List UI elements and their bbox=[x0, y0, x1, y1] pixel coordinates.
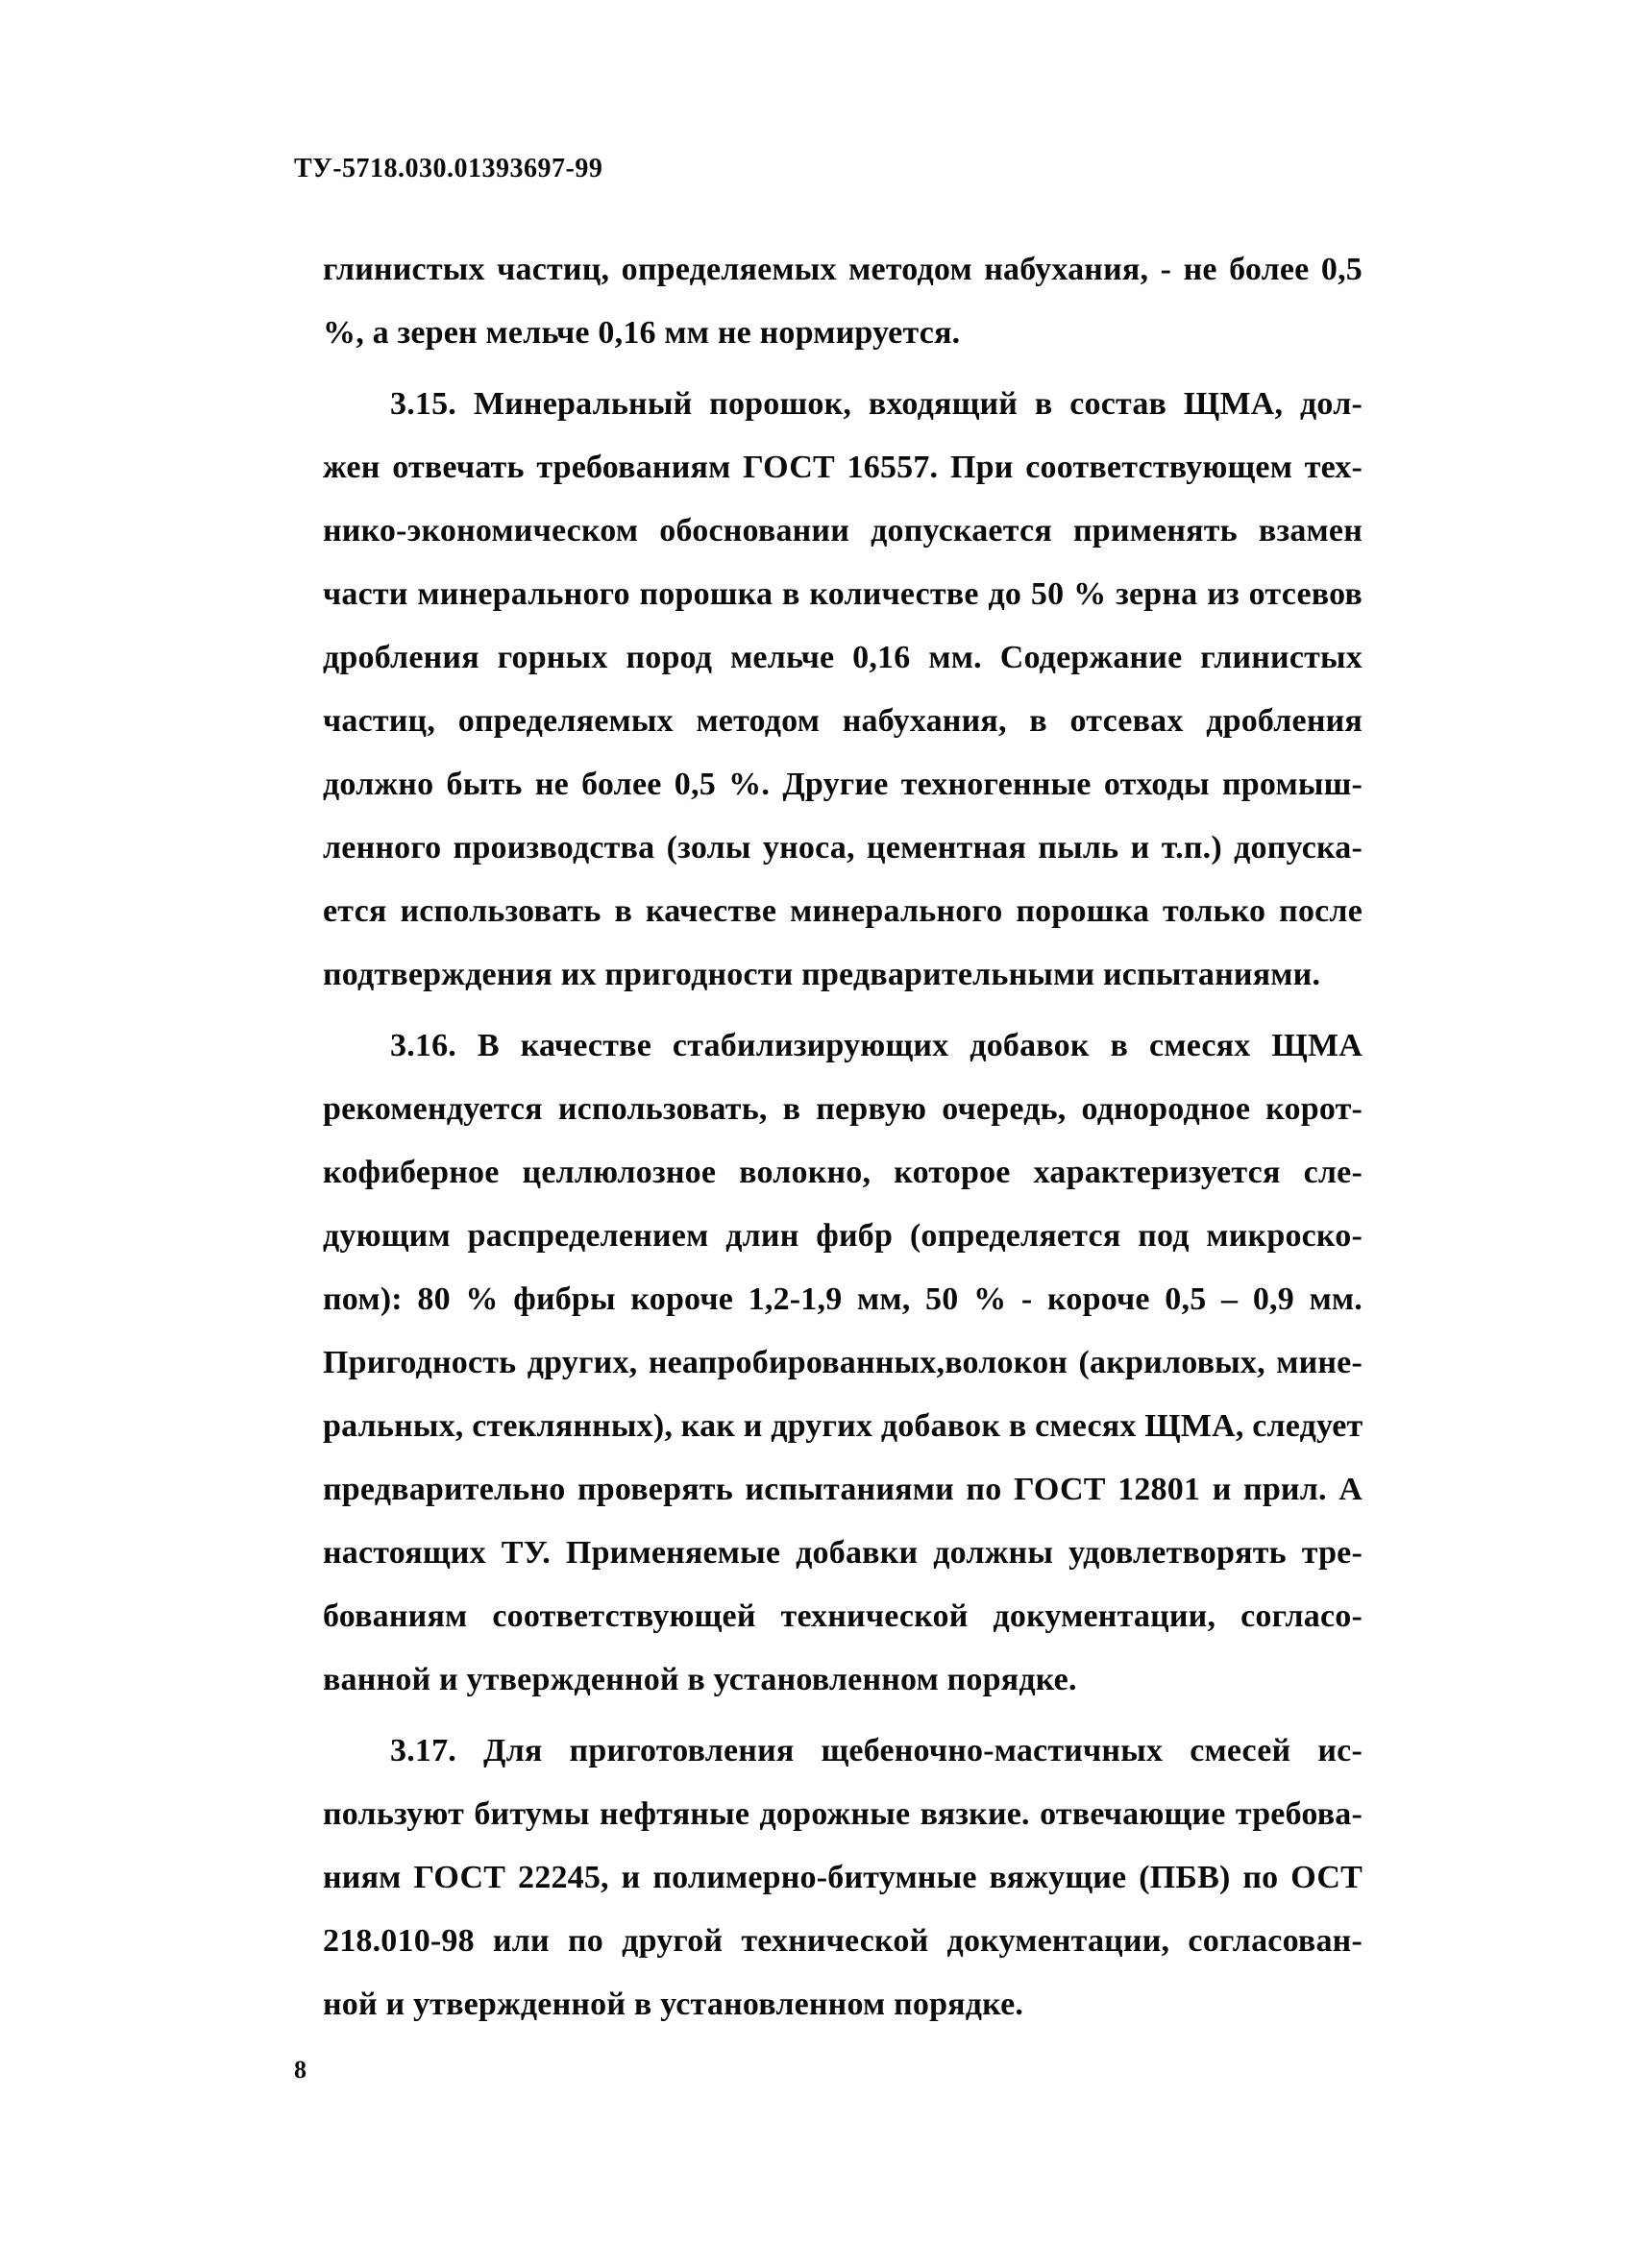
text-line: ниям ГОСТ 22245, и полимерно-битумные вяжущие (ПБВ) по ОСТ bbox=[323, 1860, 1363, 1895]
text-line: пом): 80 % фибры короче 1,2-1,9 мм, 50 % - короче 0,5 – 0,9 мм. bbox=[323, 1281, 1363, 1317]
clause-3-15-first-line: 3.15. Минеральный порошок, входящий в состав ЩМА, дол- bbox=[390, 386, 1363, 422]
text-line: должно быть не более 0,5 %. Другие техногенные отходы промыш- bbox=[323, 767, 1363, 802]
clause-3-16-first-line: 3.16. В качестве стабилизирующих добавок в смесях ЩМА bbox=[390, 1028, 1363, 1063]
text-line: подтверждения их пригодности предварительными испытаниями. bbox=[323, 957, 1321, 992]
text-line: частиц, определяемых методом набухания, в отсевах дробления bbox=[323, 703, 1363, 739]
document-code: ТУ-5718.030.01393697-99 bbox=[294, 154, 603, 183]
text-line: рекомендуется использовать, в первую очередь, однородное корот- bbox=[323, 1091, 1363, 1127]
text-line: дующим распределением длин фибр (определяется под микроско- bbox=[323, 1218, 1363, 1254]
text-line: ванной и утвержденной в установленном порядке. bbox=[323, 1662, 1077, 1697]
text-line: бованиям соответствующей технической документации, согласо- bbox=[323, 1598, 1363, 1634]
text-line: настоящих ТУ. Применяемые добавки должны удовлетворять тре- bbox=[323, 1535, 1363, 1571]
text-line: кофиберное целлюлозное волокно, которое характеризуется сле- bbox=[323, 1155, 1363, 1190]
text-line: ной и утвержденной в установленном порядке. bbox=[323, 1987, 1024, 2022]
document-body bbox=[323, 238, 1363, 2036]
text-line: Пригодность других, неапробированных,волокон (акриловых, мине- bbox=[323, 1345, 1363, 1380]
text-line: пользуют битумы нефтяные дорожные вязкие. отвечающие требова- bbox=[323, 1796, 1363, 1832]
text-line: %, а зерен мельче 0,16 мм не нормируется. bbox=[323, 315, 961, 351]
text-line: жен отвечать требованиям ГОСТ 16557. При соответствующем тех- bbox=[323, 450, 1363, 485]
text-line: нико-экономическом обосновании допускается применять взамен bbox=[323, 513, 1363, 549]
text-line: 218.010-98 или по другой технической документации, согласован- bbox=[323, 1923, 1363, 1959]
text-line: предварительно проверять испытаниями по ГОСТ 12801 и прил. А bbox=[323, 1472, 1363, 1507]
text-line: ральных, стеклянных), как и других добавок в смесях ЩМА, следует bbox=[323, 1408, 1363, 1444]
page-number: 8 bbox=[294, 2056, 307, 2084]
text-line: дробления горных пород мельче 0,16 мм. Содержание глинистых bbox=[323, 640, 1363, 675]
text-line: ленного производства (золы уноса, цементная пыль и т.п.) допуска- bbox=[323, 830, 1363, 866]
text-line: ется использовать в качестве минерального порошка только после bbox=[323, 893, 1363, 929]
text-line: части минерального порошка в количестве до 50 % зерна из отсевов bbox=[323, 576, 1363, 612]
text-line: глинистых частиц, определяемых методом набухания, - не более 0,5 bbox=[323, 252, 1363, 287]
clause-3-17-first-line: 3.17. Для приготовления щебеночно-мастичных смесей ис- bbox=[390, 1733, 1363, 1768]
